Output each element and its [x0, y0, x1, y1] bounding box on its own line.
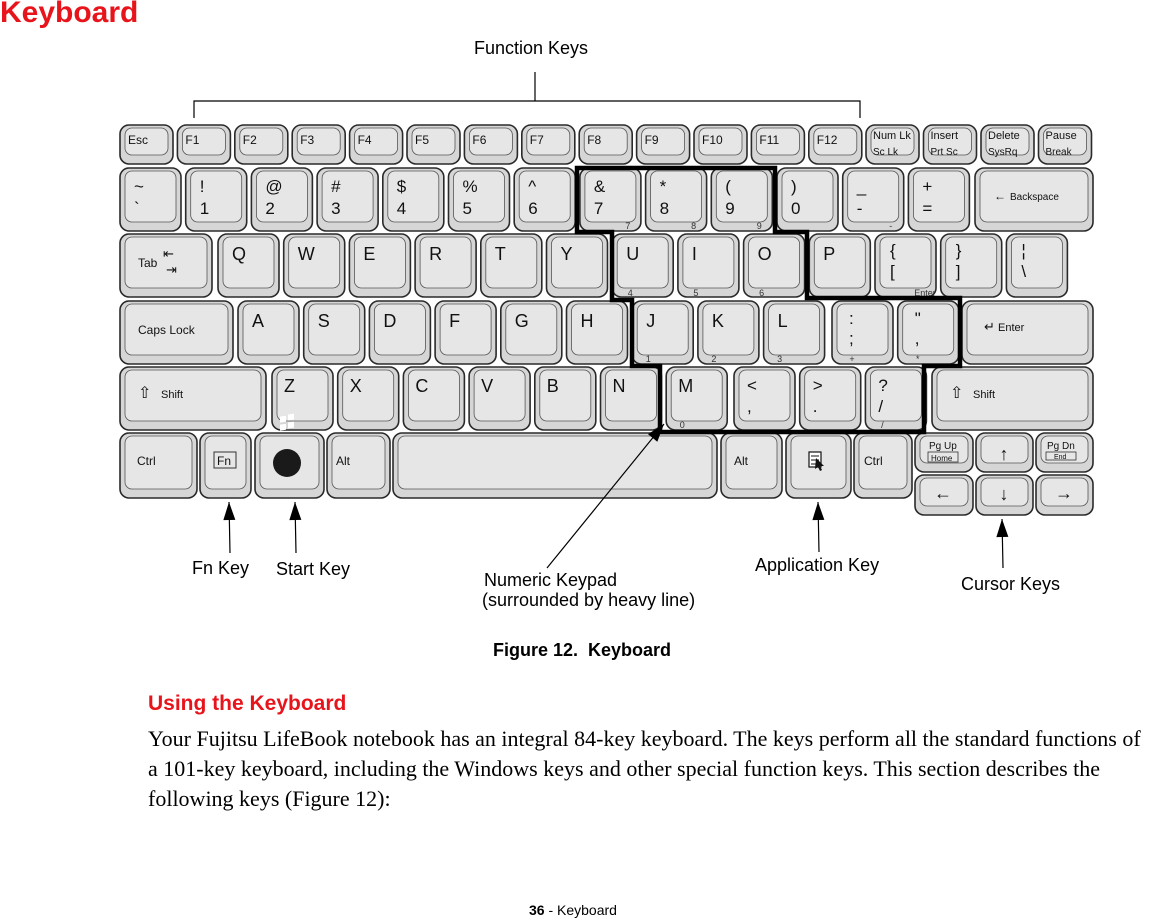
- key-label-f7: F7: [529, 133, 544, 147]
- key-label-f12: F12: [816, 133, 838, 147]
- key-label-enter: Enter: [998, 322, 1025, 334]
- key-label-bottom: 5: [462, 199, 472, 218]
- key-label-top: :: [849, 309, 854, 328]
- key-label-f9: F9: [644, 133, 659, 147]
- key-w: [284, 234, 345, 297]
- key-keypad-label: Enter: [914, 288, 936, 298]
- key-application: [786, 433, 851, 498]
- key-label-top: ^: [528, 177, 537, 196]
- key-label-bottom: Prt Sc: [930, 147, 958, 158]
- function-keys-bracket: [194, 72, 860, 118]
- key-h: [567, 301, 628, 364]
- key-label-bottom: ,: [914, 329, 920, 348]
- key-ctrl-left: [120, 433, 197, 498]
- key-label-bottom: SysRq: [988, 147, 1018, 158]
- key-label-bottom: 1: [199, 199, 210, 218]
- key-1: [186, 168, 247, 231]
- key-sym: [120, 168, 181, 231]
- arrow-up-icon: ↑: [999, 444, 1009, 464]
- key-e: [349, 234, 410, 297]
- key-label-caps-lock: Caps Lock: [138, 323, 195, 337]
- key-9: [711, 168, 772, 231]
- key-label-bottom: 8: [659, 199, 670, 218]
- key-alt-left: [327, 433, 390, 498]
- key-label-y: Y: [560, 244, 573, 264]
- key-f1: [177, 125, 230, 164]
- callout-application-key: Application Key: [755, 555, 880, 575]
- key-label-bottom: 7: [593, 199, 604, 218]
- key-label-d: D: [383, 311, 397, 331]
- section-heading: Using the Keyboard: [148, 692, 347, 715]
- key-k: [698, 301, 759, 364]
- key-keypad-label: 1: [645, 354, 651, 364]
- key-num-lk: [866, 125, 919, 164]
- key-arrow-down: [976, 475, 1033, 515]
- key-f5: [407, 125, 460, 164]
- key-sym: [1006, 234, 1067, 297]
- key-esc: [120, 125, 173, 164]
- key-label-bottom: 3: [331, 199, 341, 218]
- key-label-e: E: [363, 244, 376, 264]
- key-pause: [1039, 125, 1092, 164]
- key-s: [304, 301, 365, 364]
- key-label-f11: F11: [759, 133, 780, 147]
- key-label-top: }: [955, 241, 962, 260]
- key-label-f4: F4: [357, 133, 372, 147]
- key-f: [435, 301, 496, 364]
- keyboard-keys: [120, 125, 1093, 515]
- key-keypad-label: 0: [679, 420, 685, 430]
- key-label-bottom: Break: [1045, 147, 1072, 158]
- key-arrow-right: [1036, 475, 1093, 515]
- key-keypad-label: 5: [693, 288, 699, 298]
- key-label-v: V: [481, 376, 494, 396]
- key-label-tab: Tab: [138, 256, 158, 270]
- key-label-top: ¦: [1021, 241, 1026, 260]
- key-label-f: F: [449, 311, 461, 331]
- key-label-f10: F10: [702, 133, 723, 147]
- key-x: [338, 367, 399, 430]
- key-backspace: [975, 168, 1093, 231]
- key-label-top: <: [747, 376, 757, 395]
- key-keypad-label: 9: [756, 221, 762, 231]
- key-5: [449, 168, 510, 231]
- key-j: [632, 301, 693, 364]
- key-sym-z1: [800, 367, 861, 430]
- key-sym-z2: [865, 367, 926, 430]
- key-label-shift: Shift: [973, 389, 996, 401]
- arrow-left-icon: ←: [934, 483, 952, 503]
- key-label-bottom: 4: [396, 199, 407, 218]
- key-f8: [579, 125, 632, 164]
- key-g: [501, 301, 562, 364]
- footer-label: - Keyboard: [544, 902, 617, 918]
- key-sym-1: [898, 301, 959, 364]
- start-key-arrow: [289, 502, 301, 553]
- application-key-arrow: [812, 502, 824, 552]
- shift-arrow-icon: ⇧: [138, 385, 152, 402]
- key-label-c: C: [415, 376, 429, 396]
- key-label-u: U: [626, 244, 640, 264]
- key-label-f2: F2: [242, 133, 257, 147]
- page-footer: [529, 902, 617, 918]
- fn-key-arrow: [223, 502, 235, 553]
- key-p: [809, 234, 870, 297]
- key-enter: [962, 301, 1093, 364]
- key-keypad-label: 4: [627, 288, 633, 298]
- figure-caption: Figure 12. Keyboard: [493, 640, 672, 660]
- key-f2: [235, 125, 288, 164]
- key-sym: [875, 234, 936, 298]
- key-label-bottom: .: [812, 397, 818, 416]
- windows-logo-icon: [273, 449, 301, 477]
- key-label-bottom: ;: [849, 329, 854, 348]
- key-label-backspace: Backspace: [1010, 192, 1059, 203]
- arrow-down-icon: ↓: [999, 484, 1009, 504]
- key-label-bottom: Home: [931, 454, 953, 463]
- tab-right-icon: ⇥: [166, 262, 177, 277]
- key-f11: [751, 125, 804, 164]
- key-label-l: L: [777, 311, 788, 331]
- key-label-w: W: [297, 244, 315, 264]
- key-d: [369, 301, 430, 364]
- key-label-top: ~: [134, 177, 144, 196]
- key-caps-lock: [120, 301, 233, 364]
- key-label-bottom: Sc Lk: [873, 147, 899, 158]
- key-label-j: J: [646, 311, 656, 331]
- key-label-bottom: [: [890, 262, 895, 281]
- key-label-k: K: [711, 311, 724, 331]
- key-label-p: P: [823, 244, 836, 264]
- key-label-top: Insert: [930, 130, 959, 142]
- key-t: [481, 234, 542, 297]
- key-o: [744, 234, 805, 298]
- key-tab: [120, 234, 212, 297]
- key-alt-right: [721, 433, 782, 498]
- key-label-top: &: [593, 177, 606, 196]
- key-label-x: X: [349, 376, 362, 396]
- key-label-top: $: [396, 177, 407, 196]
- key-n: [601, 367, 662, 430]
- key-shift-left: [120, 367, 266, 430]
- key-label-top: ": [914, 309, 921, 328]
- key-keypad-label: 7: [625, 221, 631, 231]
- key-label-g: G: [514, 311, 529, 331]
- key-sym-0: [832, 301, 893, 364]
- key-label-top: (: [725, 177, 731, 196]
- key-label-top: %: [462, 177, 478, 196]
- key-label-f1: F1: [185, 133, 200, 147]
- key-7: [580, 168, 641, 231]
- key-keypad-label: *: [915, 354, 920, 364]
- key-sym-z0: [734, 367, 795, 430]
- key-label-top: >: [812, 376, 823, 395]
- key-label-m: M: [678, 376, 694, 396]
- key-sym: [908, 168, 969, 231]
- key-ctrl-right: [854, 433, 912, 498]
- key-label-top: Pg Dn: [1047, 441, 1075, 452]
- callout-numeric-keypad: Numeric Keypad: [484, 570, 618, 590]
- key-label-esc: Esc: [128, 133, 149, 147]
- key-f10: [694, 125, 747, 164]
- backspace-arrow-icon: ←: [994, 189, 1006, 203]
- footer-page-number: 36: [529, 902, 545, 918]
- key-label-h: H: [580, 311, 594, 331]
- key-0: [777, 168, 838, 231]
- key-label-bottom: End: [1054, 454, 1067, 461]
- key-label-top: Delete: [988, 130, 1020, 142]
- key-label-top: ?: [878, 376, 888, 395]
- key-l: [764, 301, 825, 364]
- key-label-n: N: [612, 376, 626, 396]
- key-label-bottom: 2: [265, 199, 275, 218]
- key-label-bottom: `: [134, 199, 140, 218]
- key-label-s: S: [317, 311, 330, 331]
- key-label-b: B: [546, 376, 559, 396]
- key-label-f8: F8: [587, 133, 602, 147]
- key-i: [678, 234, 739, 298]
- arrow-right-icon: →: [1055, 483, 1073, 503]
- key-fn: [200, 433, 251, 498]
- key-arrow-up: [976, 433, 1033, 472]
- key-label-bottom: \: [1021, 262, 1027, 281]
- key-keypad-label: 3: [777, 354, 783, 364]
- page-title: Keyboard: [0, 0, 139, 29]
- key-label-top: !: [199, 177, 205, 196]
- key-label-ctrl: Ctrl: [137, 454, 156, 468]
- key-label-top: Pause: [1045, 130, 1077, 142]
- callout-fn-key: Fn Key: [192, 558, 250, 578]
- key-label-q: Q: [232, 244, 247, 264]
- key-keypad-label: 6: [759, 288, 765, 298]
- key-keypad-label: +: [849, 354, 855, 364]
- key-delete: [981, 125, 1034, 164]
- key-keypad-label: -: [889, 221, 893, 231]
- key-label-fn: Fn: [217, 454, 232, 468]
- key-label-top: _: [856, 177, 867, 196]
- key-label-bottom: -: [856, 199, 863, 218]
- key-spacebar: [393, 433, 717, 498]
- key-f4: [350, 125, 403, 164]
- key-y: [547, 234, 608, 297]
- key-2: [251, 168, 312, 231]
- key-4: [383, 168, 444, 231]
- key-label-f6: F6: [472, 133, 487, 147]
- key-label-r: R: [429, 244, 443, 264]
- callout-numeric-keypad-note: (surrounded by heavy line): [482, 590, 696, 610]
- key-label-alt: Alt: [336, 454, 351, 468]
- key-label-bottom: ,: [747, 397, 752, 416]
- key-label-z: Z: [284, 376, 295, 396]
- key-m: [666, 367, 727, 430]
- key-label-bottom: =: [922, 199, 933, 218]
- key-label-top: ): [791, 177, 797, 196]
- key-v: [469, 367, 530, 430]
- key-shift-right: [932, 367, 1093, 430]
- key-label-t: T: [494, 244, 506, 264]
- key-b: [535, 367, 596, 430]
- key-label-f5: F5: [415, 133, 430, 147]
- key-u: [612, 234, 673, 298]
- key-label-top: @: [265, 177, 283, 196]
- key-c: [403, 367, 464, 430]
- key-r: [415, 234, 476, 297]
- shift-arrow-icon: ⇧: [950, 385, 964, 402]
- key-keypad-label: 8: [691, 221, 697, 231]
- enter-arrow-icon: ↵: [984, 319, 995, 334]
- key-label-f3: F3: [300, 133, 315, 147]
- key-label-alt: Alt: [734, 454, 749, 468]
- key-label-top: Num Lk: [873, 130, 911, 142]
- key-label-bottom: ]: [955, 262, 961, 281]
- key-label-bottom: /: [878, 397, 884, 416]
- callout-function-keys: Function Keys: [474, 38, 589, 58]
- key-label-shift: Shift: [161, 389, 184, 401]
- key-label-bottom: 6: [528, 199, 538, 218]
- key-sym: [941, 234, 1002, 297]
- key-label-top: *: [659, 177, 667, 196]
- key-a: [238, 301, 299, 364]
- callout-start-key: Start Key: [276, 559, 351, 579]
- key-label-bottom: 9: [725, 199, 735, 218]
- key-q: [218, 234, 279, 297]
- key-3: [317, 168, 378, 231]
- key-label-top: Pg Up: [929, 441, 957, 452]
- key-6: [514, 168, 575, 231]
- key-f6: [464, 125, 517, 164]
- key-label-ctrl: Ctrl: [864, 454, 883, 468]
- key-label-bottom: 0: [791, 199, 801, 218]
- key-label-a: A: [252, 311, 265, 331]
- body-paragraph: Your Fujitsu LifeBook notebook has an integral 84-key keyboard. The keys perform all the standard functions of a 101-key keyboard, including the Windows keys and other special function keys. This section describes the following keys (Figure 12):: [148, 726, 1141, 811]
- key-sym: [843, 168, 904, 231]
- key-f7: [522, 125, 575, 164]
- key-keypad-label: /: [881, 420, 884, 430]
- key-label-top: #: [331, 177, 341, 196]
- key-label-top: {: [890, 241, 896, 260]
- cursor-keys-arrow: [996, 519, 1008, 568]
- key-8: [646, 168, 707, 231]
- key-keypad-label: 2: [711, 354, 717, 364]
- tab-left-icon: ⇤: [163, 246, 174, 261]
- key-pgup: [915, 433, 973, 472]
- key-pgdn: [1036, 433, 1093, 472]
- key-f9: [637, 125, 690, 164]
- key-label-o: O: [757, 244, 772, 264]
- key-label-top: +: [922, 177, 933, 196]
- callout-cursor-keys: Cursor Keys: [961, 574, 1061, 594]
- key-insert: [924, 125, 977, 164]
- key-arrow-left: [915, 475, 973, 515]
- key-label-i: I: [691, 244, 697, 264]
- key-f12: [809, 125, 862, 164]
- key-f3: [292, 125, 345, 164]
